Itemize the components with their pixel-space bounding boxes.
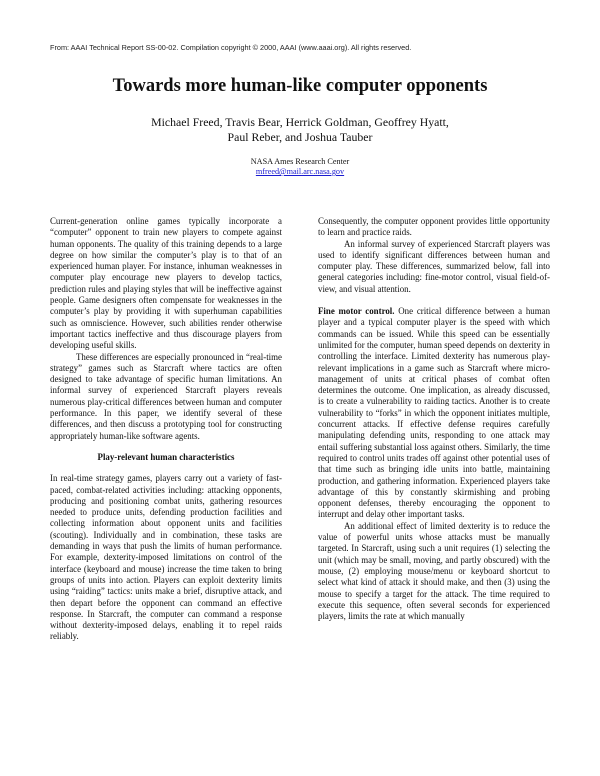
institution: NASA Ames Research Center [250,157,350,166]
paper-title: Towards more human-like computer opponents [112,76,488,96]
paragraph: In real-time strategy games, players carry out a variety of fast-paced, combat-related activities including: attacking opponents, producing and positioning combat units, gathering resources needed to produce units, defending production facilities and collecting information about opponent units and facilities (scouting). Individually and in combination, these tasks are demanding in ways that push the limits of human performance. For example, dexterity-imposed limitations on control of the interface (keyboard and mouse) increase the time taken to bring groups of units into action. Players can exploit dexterity limits using “raiding” tactics: units make a brief, disruptive attack, and then depart before the opponent can command an effective response. In Starcraft, the computer can command a response without dexterity-imposed delays, enabling it to repel raids reliably. [50,473,282,642]
paragraph: An informal survey of experienced Starcraft players was used to identify significant differences between human and computer play. These differences, summarized below, fall into general categories including: fine-motor control, visual field-of-view, and visual attention. [318,238,550,294]
section-heading: Play-relevant human characteristics [97,451,235,462]
affiliation-block [0,157,600,177]
run-in-heading: Fine motor control. [318,306,395,317]
author-line-2: Paul Reber, and Joshua Tauber [227,130,373,144]
email-link[interactable]: mfreed@mail.arc.nasa.gov [255,167,345,176]
right-column [318,216,550,622]
left-column [50,216,282,643]
paragraph: An additional effect of limited dexterity is to reduce the value of powerful units whose attacks must be manually targeted. In Starcraft, using such a unit requires (1) selecting the unit (which may be small, moving, and partly obscured) with the mouse, (2) employing mouse/menu or keyboard shortcut to select what kind of attack it should make, and then (3) using the mouse to specify a target for the attack. The time required to execute this sequence, often several seconds for experienced players, limits the rate at which manually [318,520,550,622]
author-line-1: Michael Freed, Travis Bear, Herrick Goldman, Geoffrey Hyatt, [151,115,449,129]
paragraph [318,306,550,521]
author-list [0,115,600,145]
paragraph-text: One critical difference between a human player and a typical computer player is the speed with which commands can be issued. While this speed can be essentially unlimited for the computer, human speed depends on dexterity in controlling the interface. Limited dexterity has numerous play-relevant implications in a game such as Starcraft where micro-management of units at critical phases of combat often determines the outcome. One implication, as already discussed, is to create a vulnerability to raiding tactics. Another is to create vulnerability to “forks” in which the opponent initiates multiple, concurrent attacks. If effective defense requires carefully manipulating defending units, responding to one attack may entail suffering substantial loss against others. Similarly, the time required to control units trades off against other potential uses of that time such as bringing idle units into battle, maintaining production, and gathering information. Experienced players take advantage of this by constantly skirmishing and probing opponent defenses, thereby encouraging the opponent to interrupt and delay other important tasks. [318,306,551,520]
paragraph: Current-generation online games typically incorporate a “computer” opponent to train new players to compete against human opponents. The quality of this training depends to a large degree on how similar the computer’s play is to that of an experienced human player. For instance, inhuman weaknesses in computer play encourage new players to develop tactics, prediction rules and playing styles that will be ineffective against people. Game designers often compensate for weaknesses in the computer’s play by providing it with superhuman capabilities such as omniscience. However, such abilities render otherwise important tactics ineffective and thus discourage players from developing useful skills. [50,216,282,351]
copyright-note: From: AAAI Technical Report SS-00-02. Compilation copyright © 2000, AAAI (www.aaai.org). All rights reserved. [50,43,412,52]
paragraph: Consequently, the computer opponent provides little opportunity to learn and practice raids. [318,216,550,238]
paragraph: These differences are especially pronounced in “real-time strategy” games such as Starcraft where tactics are often designed to take advantage of specific human limitations. An informal survey of experienced Starcraft players reveals numerous play-critical differences between human and computer performance. In this paper, we identify several of these differences, and then discuss a prototyping tool for constructing appropriately human-like software agents. [50,351,282,441]
